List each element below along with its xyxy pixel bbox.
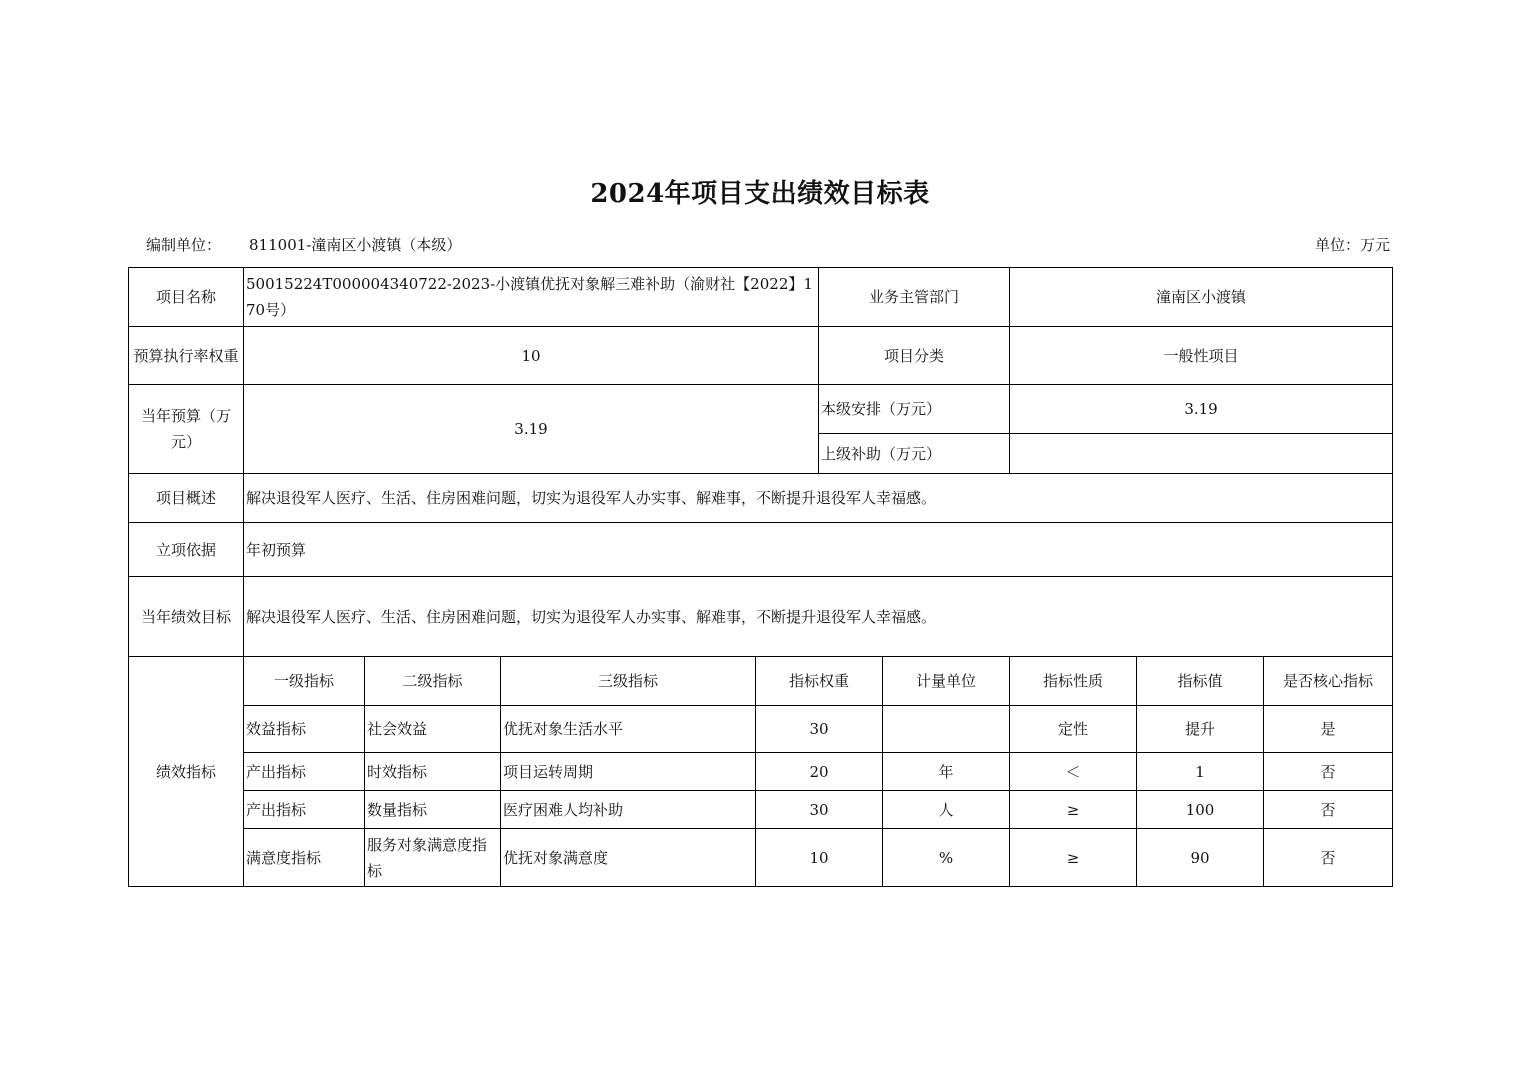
indicator-cell: 是 [1264,706,1393,753]
indicator-cell: 项目运转周期 [501,753,756,791]
indicator-cell: 100 [1137,791,1264,829]
currency-unit: 单位：万元 [1314,236,1390,254]
local-funding-value: 3.19 [1010,385,1393,434]
indicator-cell: 医疗困难人均补助 [501,791,756,829]
dept-label: 业务主管部门 [819,268,1010,327]
row-goal [129,577,1393,657]
indicator-cell: 10 [756,829,883,887]
project-name-value: 50015224T000004340722-2023-小渡镇优抚对象解三难补助（渝财社【2022】170号） [244,268,819,327]
indicator-header: 是否核心指标 [1264,657,1393,706]
indicator-cell: 优抚对象生活水平 [501,706,756,753]
row-project-name [129,268,1393,327]
category-label: 项目分类 [819,327,1010,385]
indicator-header-row [129,657,1393,706]
row-basis [129,523,1393,577]
indicator-cell: 满意度指标 [244,829,365,887]
indicator-header: 指标性质 [1010,657,1137,706]
category-value: 一般性项目 [1010,327,1393,385]
budget-value: 3.19 [244,385,819,474]
upper-funding-label: 上级补助（万元） [819,434,1010,474]
weight-value: 10 [244,327,819,385]
indicator-cell: ≥ [1010,791,1137,829]
indicator-cell: 定性 [1010,706,1137,753]
compiling-unit-label: 编制单位： [146,236,222,254]
indicator-cell: 90 [1137,829,1264,887]
indicator-cell: 优抚对象满意度 [501,829,756,887]
performance-table [128,267,1393,887]
indicator-cell: 时效指标 [365,753,501,791]
basis-label: 立项依据 [129,523,244,577]
indicator-row [129,753,1393,791]
project-name-label: 项目名称 [129,268,244,327]
local-funding-label: 本级安排（万元） [819,385,1010,434]
indicator-cell: 人 [883,791,1010,829]
indicator-cell: ≥ [1010,829,1137,887]
indicator-cell: 20 [756,753,883,791]
budget-label: 当年预算（万元） [129,385,244,474]
indicator-cell: 否 [1264,753,1393,791]
indicator-cell: % [883,829,1010,887]
indicator-cell: ＜ [1010,753,1137,791]
indicator-header: 指标值 [1137,657,1264,706]
indicator-header: 一级指标 [244,657,365,706]
page-title: 2024年项目支出绩效目标表 [590,179,930,209]
overview-value: 解决退役军人医疗、生活、住房困难问题，切实为退役军人办实事、解难事，不断提升退役军人幸福感。 [244,474,1393,523]
indicator-cell: 提升 [1137,706,1264,753]
indicator-cell: 效益指标 [244,706,365,753]
row-weight [129,327,1393,385]
indicator-cell: 产出指标 [244,791,365,829]
compiling-unit-value: 811001-潼南区小渡镇（本级） [249,236,462,254]
indicator-cell: 30 [756,706,883,753]
indicator-cell: 数量指标 [365,791,501,829]
basis-value: 年初预算 [244,523,1393,577]
indicator-cell: 产出指标 [244,753,365,791]
goal-label: 当年绩效目标 [129,577,244,657]
indicator-header: 三级指标 [501,657,756,706]
indicator-cell: 服务对象满意度指标 [365,829,501,887]
weight-label: 预算执行率权重 [129,327,244,385]
indicator-cell: 30 [756,791,883,829]
overview-label: 项目概述 [129,474,244,523]
indicator-row [129,706,1393,753]
indicators-section-label: 绩效指标 [129,657,244,887]
goal-value: 解决退役军人医疗、生活、住房困难问题，切实为退役军人办实事、解难事，不断提升退役军人幸福感。 [244,577,1393,657]
indicator-cell: 年 [883,753,1010,791]
meta-bar [128,234,1392,254]
row-overview [129,474,1393,523]
indicator-row [129,791,1393,829]
indicator-cell [883,706,1010,753]
indicator-header: 指标权重 [756,657,883,706]
indicator-header: 二级指标 [365,657,501,706]
upper-funding-value [1010,434,1393,474]
indicator-cell: 否 [1264,829,1393,887]
dept-value: 潼南区小渡镇 [1010,268,1393,327]
row-budget [129,385,1393,434]
indicator-cell: 社会效益 [365,706,501,753]
indicator-header: 计量单位 [883,657,1010,706]
indicator-cell: 1 [1137,753,1264,791]
indicator-row [129,829,1393,887]
indicator-cell: 否 [1264,791,1393,829]
compiling-unit [146,234,461,255]
